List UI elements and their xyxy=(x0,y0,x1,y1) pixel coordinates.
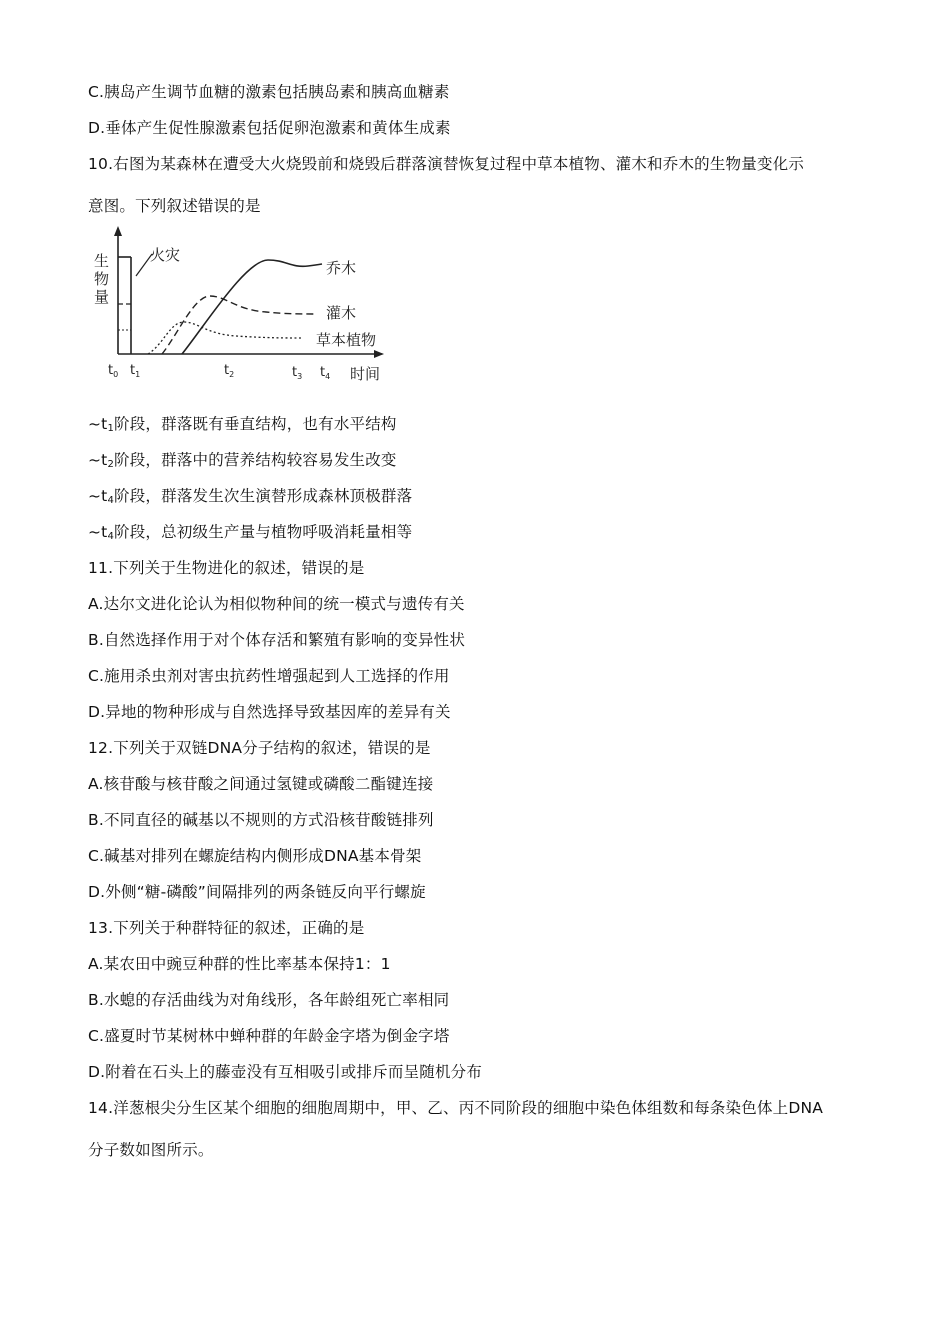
tick-t4: $t_4$ xyxy=(320,365,331,381)
q12-option-b: B.不同直径的碱基以不规则的方式沿核苷酸链排列 xyxy=(88,811,434,829)
q13-option-b: B.水螅的存活曲线为对角线形，各年龄组死亡率相同 xyxy=(88,991,450,1009)
shrub-label: 灌木 xyxy=(326,304,357,322)
q10-option-c: $\sim t_4$阶段，群落发生次生演替形成森林顶极群落 xyxy=(88,487,413,506)
y-axis-arrow-icon xyxy=(114,226,122,236)
x-axis-arrow-icon xyxy=(374,350,384,358)
q10-option-b: $\sim t_2$阶段，群落中的营养结构较容易发生改变 xyxy=(88,451,397,470)
q10-stem-line2: 意图。下列叙述错误的是 xyxy=(88,197,261,215)
tree-curve xyxy=(182,260,322,354)
y-axis-label: 生 物 量 xyxy=(94,252,110,306)
q13-option-c: C.盛夏时节某树林中蝉种群的年龄金字塔为倒金字塔 xyxy=(88,1027,450,1045)
q11-option-c: C.施用杀虫剂对害虫抗药性增强起到人工选择的作用 xyxy=(88,667,450,685)
biomass-succession-figure xyxy=(86,224,396,386)
shrub-curve xyxy=(162,296,316,354)
herb-label: 草本植物 xyxy=(316,331,377,349)
tick-t0: $t_0$ xyxy=(108,363,119,379)
q14-stem-line1: 14.洋葱根尖分生区某个细胞的细胞周期中，甲、乙、丙不同阶段的细胞中染色体组数和每条染色体上DNA xyxy=(88,1099,824,1117)
fire-pointer-line xyxy=(136,254,152,276)
herb-curve xyxy=(148,322,302,354)
q11-option-a: A.达尔文进化论认为相似物种间的统一模式与遗传有关 xyxy=(88,595,465,613)
tick-t2: $t_2$ xyxy=(224,363,235,379)
q10-option-d: $\sim t_4$阶段，总初级生产量与植物呼吸消耗量相等 xyxy=(88,523,413,542)
q10-option-a: $\sim t_1$阶段，群落既有垂直结构，也有水平结构 xyxy=(88,415,397,434)
fire-label: 火灾 xyxy=(150,246,181,264)
q12-option-d: D.外侧“糖-磷酸”间隔排列的两条链反向平行螺旋 xyxy=(88,883,426,901)
tick-t1: $t_1$ xyxy=(130,363,141,379)
q12-option-a: A.核苷酸与核苷酸之间通过氢键或磷酸二酯键连接 xyxy=(88,775,434,793)
q11-option-b: B.自然选择作用于对个体存活和繁殖有影响的变异性状 xyxy=(88,631,466,649)
tick-t3: $t_3$ xyxy=(292,365,303,381)
x-axis-label: 时间 xyxy=(350,365,381,383)
q13-option-a: A.某农田中豌豆种群的性比率基本保持1：1 xyxy=(88,955,391,973)
q14-stem-line2: 分子数如图所示。 xyxy=(88,1141,214,1159)
q13-option-d: D.附着在石头上的藤壶没有互相吸引或排斥而呈随机分布 xyxy=(88,1063,483,1081)
tree-label: 乔木 xyxy=(326,259,357,277)
q12-option-c: C.碱基对排列在螺旋结构内侧形成DNA基本骨架 xyxy=(88,847,422,865)
q11-option-d: D.异地的物种形成与自然选择导致基因库的差异有关 xyxy=(88,703,451,721)
q13-stem: 13.下列关于种群特征的叙述，正确的是 xyxy=(88,919,365,937)
q9-option-c: C.胰岛产生调节血糖的激素包括胰岛素和胰高血糖素 xyxy=(88,83,450,101)
q10-stem-line1: 10.右图为某森林在遭受大火烧毁前和烧毁后群落演替恢复过程中草本植物、灌木和乔木的生物量变化示 xyxy=(88,155,805,173)
q11-stem: 11.下列关于生物进化的叙述，错误的是 xyxy=(88,559,365,577)
q12-stem: 12.下列关于双链DNA分子结构的叙述，错误的是 xyxy=(88,739,431,757)
q9-option-d: D.垂体产生促性腺激素包括促卵泡激素和黄体生成素 xyxy=(88,119,451,137)
